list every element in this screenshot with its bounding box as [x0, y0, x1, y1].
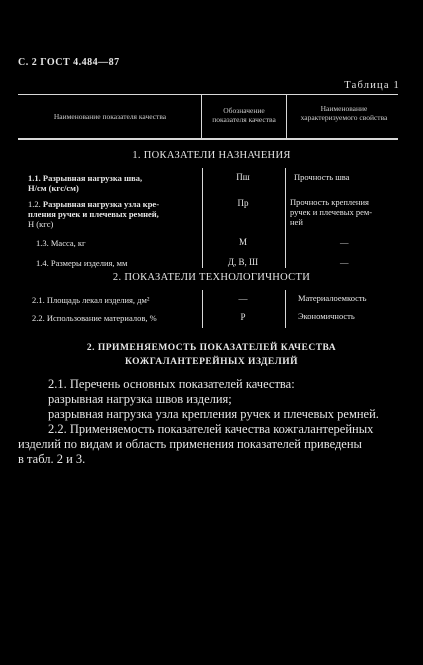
col-divider-2	[286, 95, 287, 138]
col-divider-body-2	[285, 168, 286, 268]
col-header-symbol: Обозначение показателя качества	[212, 106, 276, 124]
page-header: С. 2 ГОСТ 4.484—87	[18, 57, 120, 68]
para-line-3: разрывная нагрузка узла крепления ручек и плечевых ремней.	[48, 407, 379, 421]
row-1-4-property: —	[340, 257, 349, 267]
table-header-rule	[18, 138, 398, 140]
section-title-1: 1. ПОКАЗАТЕЛИ НАЗНАЧЕНИЯ	[132, 150, 291, 161]
row-1-3-name: 1.3. Масса, кг	[36, 238, 86, 248]
table-top-rule	[18, 94, 398, 95]
section-heading-line-2: КОЖГАЛАНТЕРЕЙНЫХ ИЗДЕЛИЙ	[125, 357, 298, 367]
row-2-2-name: 2.2. Использование материалов, %	[32, 313, 157, 323]
row-2-2-property: Экономичность	[298, 311, 355, 321]
row-1-2-name: 1.2. Разрывная нагрузка узла кре- пления ручек и плечевых ремней, Н (кгс)	[28, 199, 160, 229]
row-2-1-property: Материалоемкость	[298, 293, 367, 303]
section-title-2: 2. ПОКАЗАТЕЛИ ТЕХНОЛОГИЧНОСТИ	[112, 272, 311, 283]
col-divider-body-1	[202, 168, 203, 268]
row-1-1-name: 1.1. Разрывная нагрузка шва, Н/см (кгс/см)	[28, 173, 143, 193]
para-line-6: в табл. 2 и 3.	[18, 452, 86, 466]
row-1-1-property: Прочность шва	[294, 172, 350, 182]
row-1-2-symbol: Пр	[237, 198, 249, 208]
para-line-5: изделий по видам и область применения показателей приведены	[18, 437, 362, 451]
col-header-name: Наименование показателя качества	[53, 112, 167, 121]
para-line-2: разрывная нагрузка швов изделия;	[48, 392, 232, 406]
row-1-2-property: Прочность крепления ручек и плечевых рем- ней	[290, 197, 373, 227]
col-header-property: Наименование характеризуемого свойства	[300, 104, 388, 122]
row-1-1-symbol: Пш	[236, 172, 250, 182]
col-divider-1	[201, 95, 202, 138]
row-2-2-symbol: Р	[240, 312, 246, 322]
para-line-1: 2.1. Перечень основных показателей качества:	[48, 377, 295, 391]
row-1-3-symbol: М	[238, 237, 247, 247]
row-2-1-symbol: —	[238, 294, 248, 304]
row-1-4-name: 1.4. Размеры изделия, мм	[36, 258, 128, 268]
section-heading-line-1: 2. ПРИМЕНЯЕМОСТЬ ПОКАЗАТЕЛЕЙ КАЧЕСТВА	[86, 343, 337, 353]
row-1-3-property: —	[340, 237, 349, 247]
table-caption: Таблица 1	[344, 80, 400, 91]
col-divider-body-4	[285, 290, 286, 328]
row-2-1-name: 2.1. Площадь лекал изделия, дм²	[32, 295, 150, 305]
para-line-4: 2.2. Применяемость показателей качества кожгалантерейных	[48, 422, 374, 436]
row-1-4-symbol: Д, В, Ш	[227, 257, 259, 267]
